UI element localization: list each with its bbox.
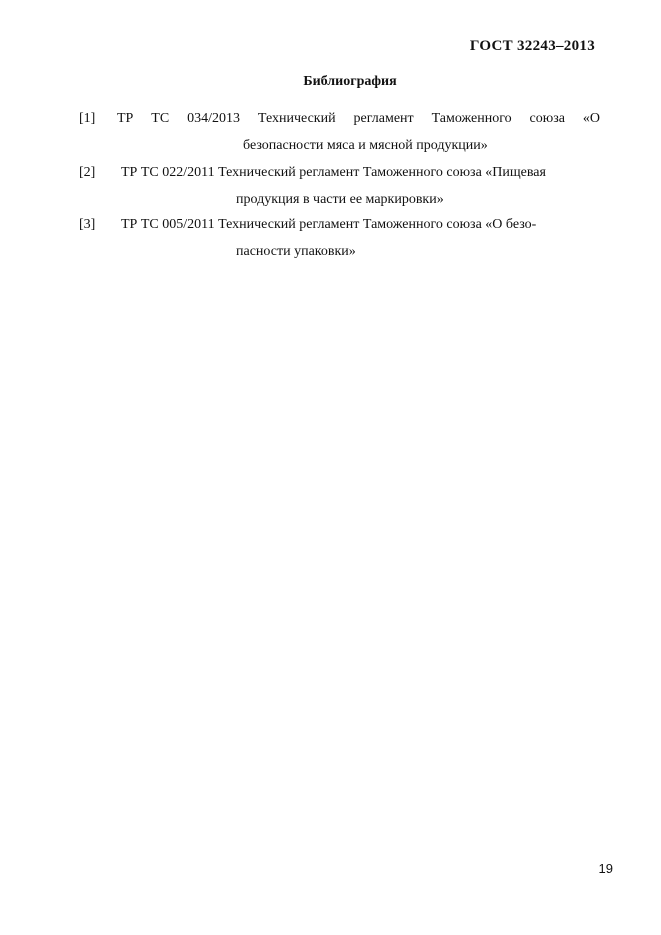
entry-text-line2: продукция в части ее маркировки» — [236, 192, 444, 207]
entry-text-line2: безопасности мяса и мясной продукции» — [243, 138, 488, 153]
entry-text-line1: ТР ТС 034/2013 Технический регламент Таможенного союза «О — [117, 111, 600, 126]
entry-text-line2: пасности упаковки» — [236, 244, 356, 259]
entry-text-line1: ТР ТС 005/2011 Технический регламент Таможенного союза «О безо- — [121, 217, 537, 232]
entry-text-line1: ТР ТС 022/2011 Технический регламент Таможенного союза «Пищевая — [121, 165, 546, 180]
entry-number: [1] — [79, 111, 96, 126]
entry-number: [2] — [79, 165, 96, 180]
bibliography-title: Библиография — [303, 74, 397, 89]
page-number: 19 — [598, 861, 613, 876]
standard-code-header: ГОСТ 32243–2013 — [469, 38, 595, 54]
entry-number: [3] — [79, 217, 96, 232]
